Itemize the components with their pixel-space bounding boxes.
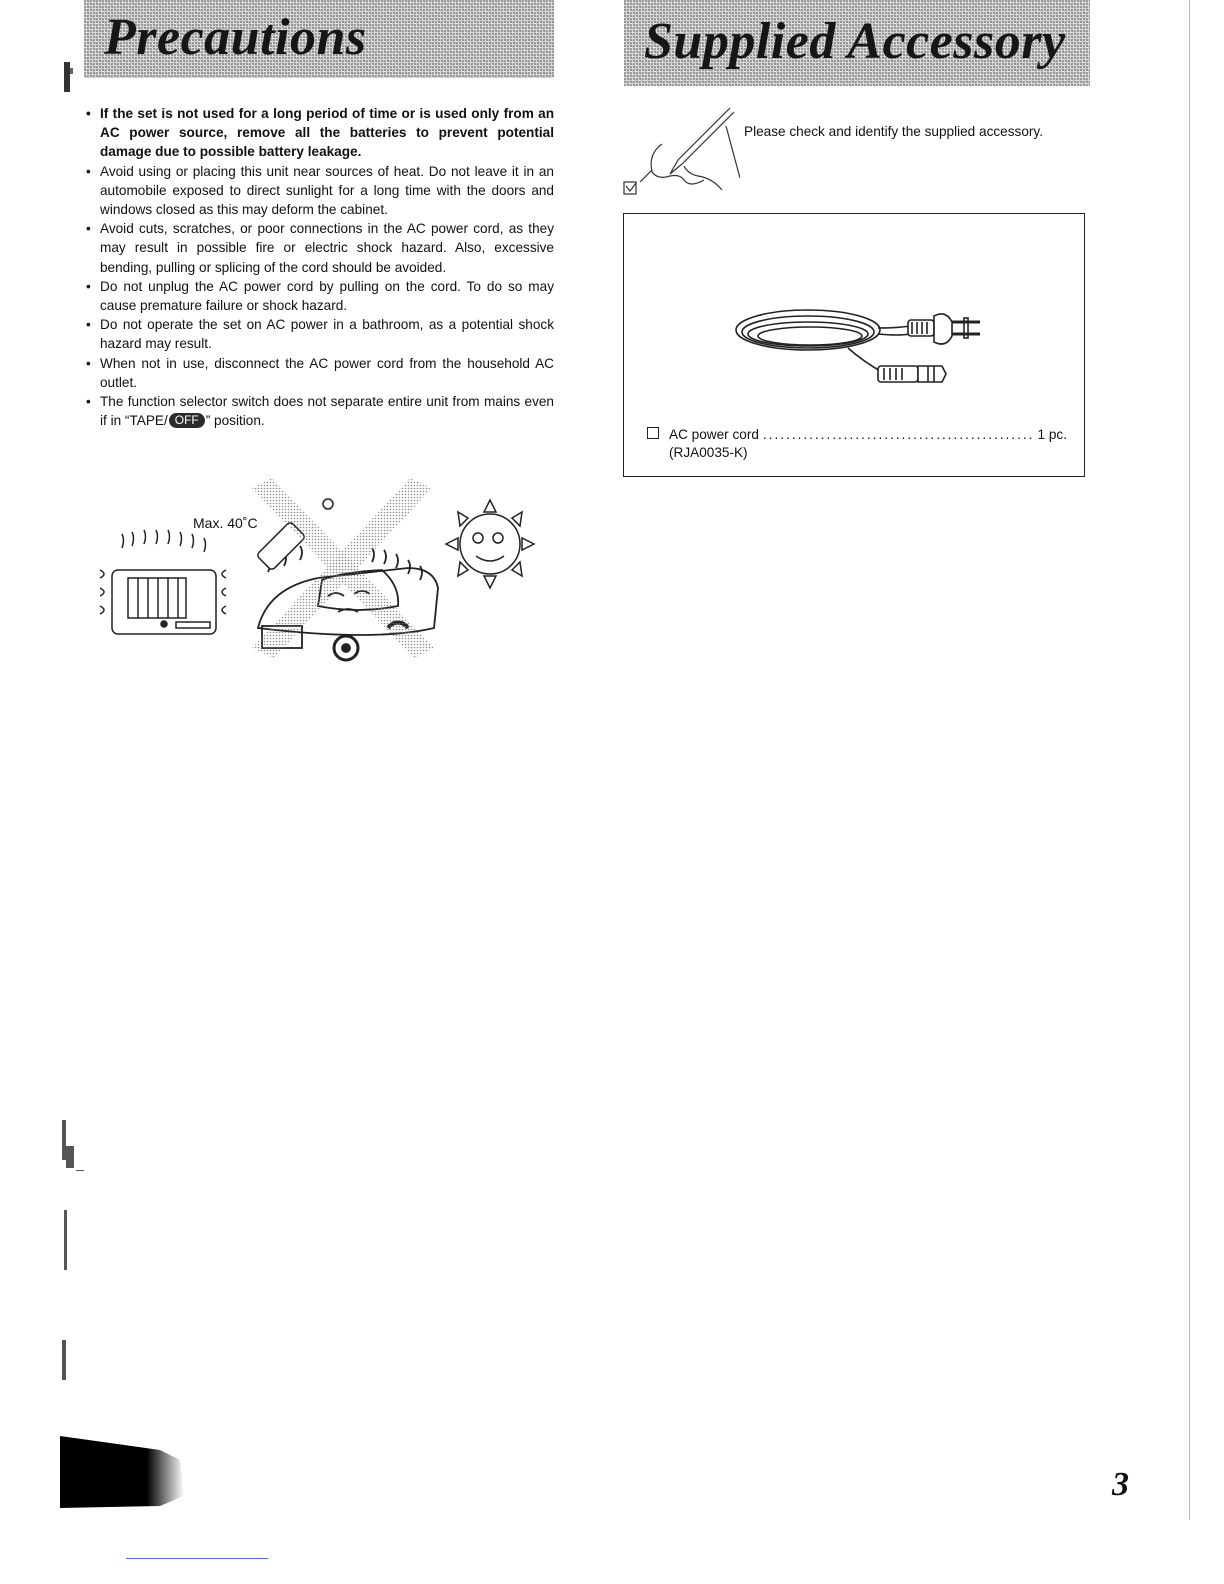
heat-warning-illustration xyxy=(92,478,550,668)
thumb-tab-mark xyxy=(60,1436,200,1508)
precaution-item: • Do not unplug the AC power cord by pulling on the cord. To do so may cause premature failure or shock hazard. xyxy=(86,277,554,315)
accessory-item-row xyxy=(647,427,1067,442)
accessory-checkbox[interactable] xyxy=(647,427,659,439)
accessory-box xyxy=(623,213,1085,477)
accessory-part-number: (RJA0035-K) xyxy=(669,445,748,460)
check-instruction: Please check and identify the supplied accessory. xyxy=(744,124,1043,139)
heater-icon xyxy=(100,530,226,634)
accessory-banner xyxy=(624,0,1090,86)
page-number: 3 xyxy=(1112,1466,1129,1503)
precaution-text: ” position. xyxy=(205,413,265,429)
precaution-item: • If the set is not used for a long period of time or is used only from an AC power source, remove all the batteries to prevent potential damage due to possible battery leakage. xyxy=(86,104,554,162)
precaution-item-function-switch xyxy=(86,392,554,430)
precautions-banner xyxy=(84,0,554,78)
accessory-item-name: AC power cord xyxy=(669,427,759,442)
leader-dots xyxy=(763,427,1034,442)
precaution-item: • Avoid cuts, scratches, or poor connections in the AC power cord, as they may result in possible fire or electric shock hazard. Also, excessive bending, pulling or splicing of the cord should be avoided. xyxy=(86,219,554,277)
accessory-item-qty: 1 pc. xyxy=(1037,427,1067,442)
scan-mark xyxy=(62,58,76,96)
precaution-item: • Do not operate the set on AC power in a bathroom, as a potential shock hazard may result. xyxy=(86,315,554,353)
bottom-link-rule xyxy=(126,1558,268,1559)
accessory-title: Supplied Accessory xyxy=(644,13,1066,70)
hand-pen-checkmark-icon xyxy=(622,104,740,202)
sun-icon xyxy=(446,500,534,588)
precaution-item: • When not in use, disconnect the AC power cord from the household AC outlet. xyxy=(86,354,554,392)
max-temperature-label: Max. 40˚C xyxy=(193,515,258,531)
off-badge: OFF xyxy=(169,413,205,428)
ac-power-cord-icon xyxy=(728,294,988,404)
precautions-title: Precautions xyxy=(104,9,367,66)
scan-artifact xyxy=(56,1090,106,1390)
right-edge-rule xyxy=(1189,0,1190,1520)
precaution-item: • Avoid using or placing this unit near sources of heat. Do not leave it in an automobile exposed to direct sunlight for a long time with the doors and windows closed as this may deform the cabinet. xyxy=(86,162,554,220)
precaution-text: The function selector switch does not separate entire unit from mains even if in “TAPE/ xyxy=(100,394,554,429)
precautions-list xyxy=(86,104,554,430)
